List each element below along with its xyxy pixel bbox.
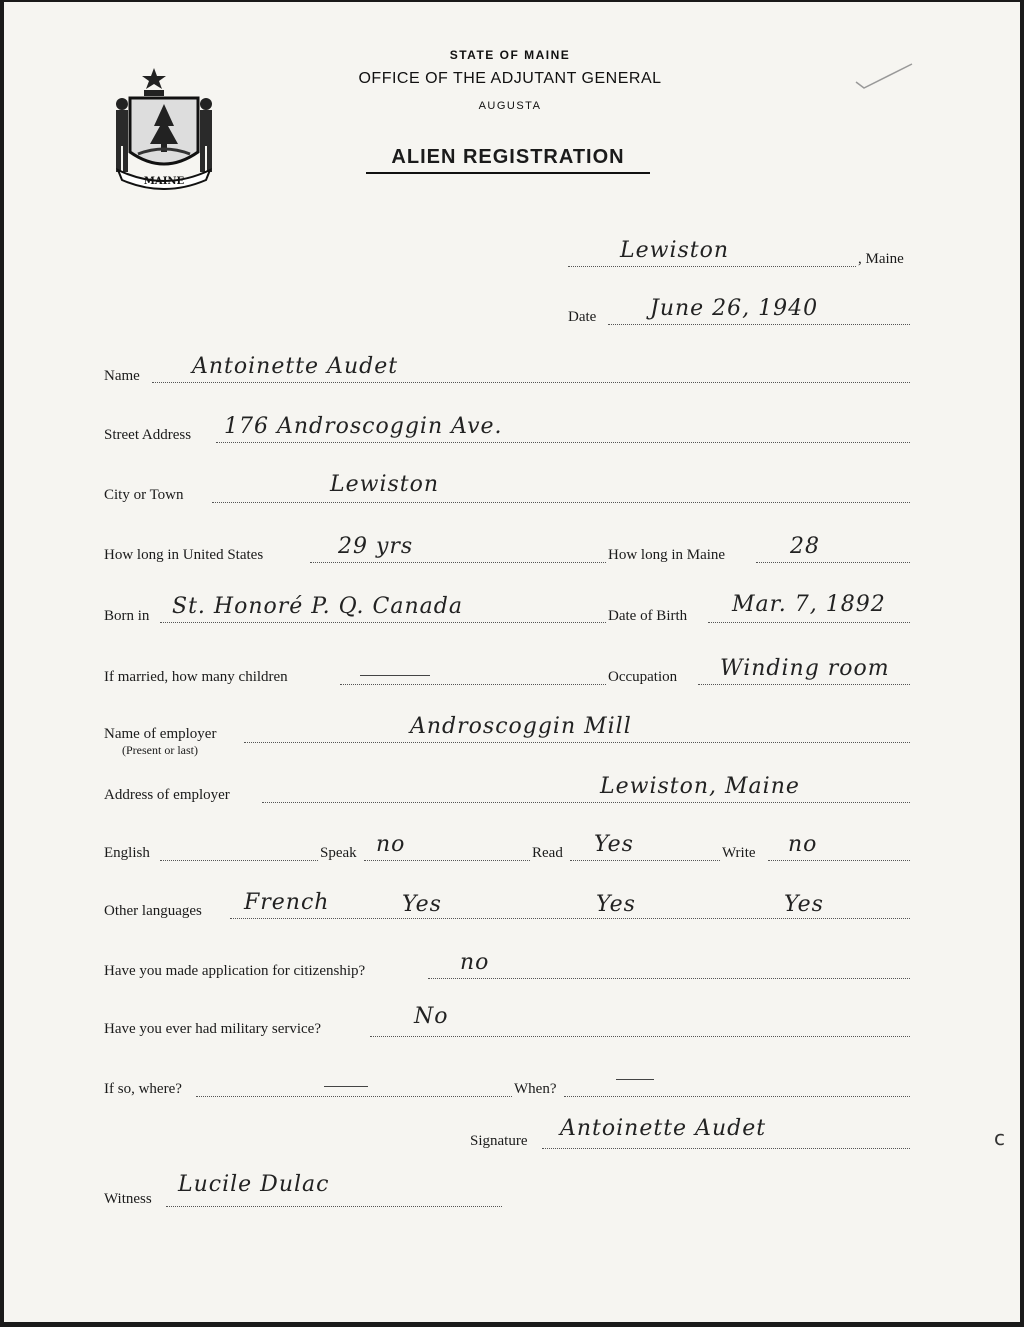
military-value: No — [414, 1004, 449, 1029]
how-long-maine-label: How long in Maine — [608, 547, 726, 563]
write-value: no — [788, 832, 818, 857]
dob-label: Date of Birth — [608, 608, 688, 624]
read-label: Read — [532, 845, 563, 861]
citizenship-value: no — [460, 950, 490, 975]
employer-address-value: Lewiston, Maine — [600, 774, 800, 799]
speak-value: no — [376, 832, 406, 857]
header-office: OFFICE OF THE ADJUTANT GENERAL — [358, 70, 662, 87]
margin-mark: c — [994, 1126, 1005, 1150]
date-label: Date — [568, 309, 597, 325]
children-label: If married, how many children — [104, 669, 288, 685]
military-label: Have you ever had military service? — [104, 1021, 321, 1037]
when-label: When? — [514, 1081, 557, 1097]
name-value: Antoinette Audet — [192, 354, 399, 379]
city-value: Lewiston — [330, 472, 440, 497]
citizenship-label: Have you made application for citizenship? — [104, 963, 366, 979]
check-mark — [854, 60, 914, 90]
form-title: ALIEN REGISTRATION — [366, 146, 650, 174]
city-label: City or Town — [104, 487, 184, 503]
dob-value: Mar. 7, 1892 — [732, 592, 886, 617]
town-value: Lewiston — [620, 238, 730, 263]
occupation-value: Winding room — [720, 656, 890, 681]
maine-label: , Maine — [858, 251, 904, 267]
read-value: Yes — [594, 832, 634, 857]
witness-value: Lucile Dulac — [178, 1172, 330, 1197]
header-state: STATE OF MAINE — [449, 48, 571, 62]
when-blank-dash — [616, 1079, 654, 1080]
signature-label: Signature — [470, 1133, 528, 1149]
street-value: 176 Androscoggin Ave. — [224, 414, 503, 439]
if-so-where-label: If so, where? — [104, 1081, 182, 1097]
street-label: Street Address — [104, 427, 192, 443]
write-label: Write — [722, 845, 756, 861]
where-blank-dash — [324, 1086, 368, 1087]
other-speak-value: Yes — [402, 892, 442, 917]
employer-note: (Present or last) — [122, 743, 198, 757]
name-label: Name — [104, 368, 140, 384]
occupation-label: Occupation — [608, 669, 678, 685]
other-write-value: Yes — [784, 892, 824, 917]
how-long-maine-value: 28 — [790, 534, 820, 559]
svg-text:MAINE: MAINE — [143, 176, 185, 187]
english-label: English — [104, 845, 150, 861]
employer-label: Name of employer — [104, 726, 217, 742]
signature-value: Antoinette Audet — [560, 1116, 767, 1141]
born-in-value: St. Honoré P. Q. Canada — [172, 594, 463, 619]
how-long-us-value: 29 yrs — [338, 534, 414, 559]
speak-label: Speak — [320, 845, 357, 861]
children-blank-dash — [360, 675, 430, 676]
registration-form — [4, 2, 1020, 1322]
how-long-us-label: How long in United States — [104, 547, 264, 563]
employer-address-label: Address of employer — [104, 787, 230, 803]
born-in-label: Born in — [104, 608, 150, 624]
witness-label: Witness — [104, 1191, 152, 1207]
other-language-value: French — [244, 890, 330, 915]
other-read-value: Yes — [596, 892, 636, 917]
header-city: AUGUSTA — [478, 100, 542, 112]
employer-value: Androscoggin Mill — [410, 714, 632, 739]
date-value: June 26, 1940 — [650, 296, 819, 321]
other-languages-label: Other languages — [104, 903, 202, 919]
